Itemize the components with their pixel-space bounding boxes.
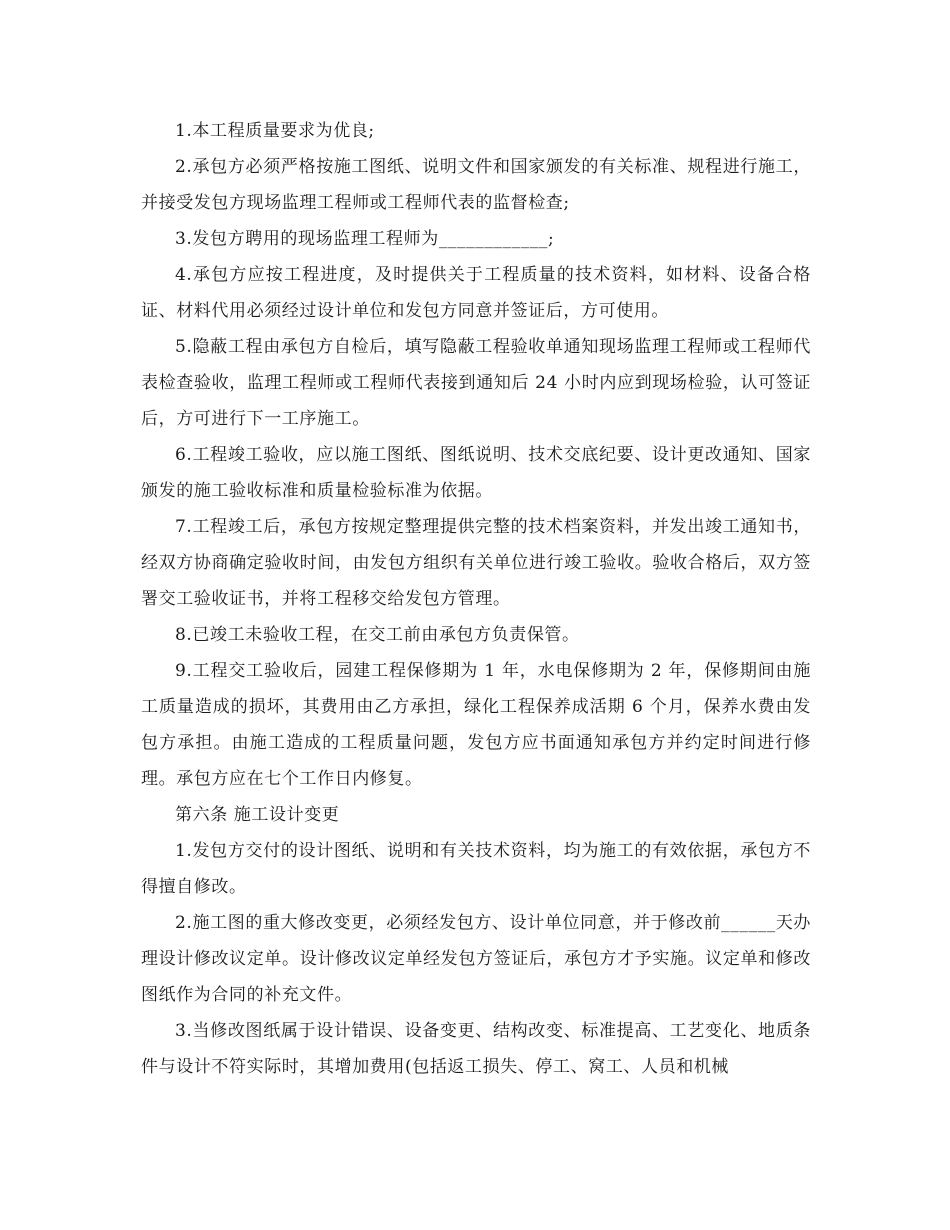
quality-clause-2: 2.承包方必须严格按施工图纸、说明文件和国家颁发的有关标准、规程进行施工，并接受发包方现场监理工程师或工程师代表的监督检查; bbox=[141, 157, 811, 213]
design-change-clause-3: 3.当修改图纸属于设计错误、设备变更、结构改变、标准提高、工艺变化、地质条件与设计不符实际时，其增加费用(包括返工损失、停工、窝工、人员和机械 bbox=[141, 1021, 811, 1077]
quality-clause-1: 1.本工程质量要求为优良; bbox=[175, 121, 375, 141]
quality-clause-9: 9.工程交工验收后，园建工程保修期为 1 年，水电保修期为 2 年，保修期间由施工质量造成的损坏，其费用由乙方承担，绿化工程保养成活期 6 个月，保养水费由发包方承担。由施工造成的工程质量问题，发包方应书面通知承包方并约定时间进行修理。承包方应在七个工作日内修复。 bbox=[141, 661, 811, 789]
design-change-clause-2: 2.施工图的重大修改变更，必须经发包方、设计单位同意，并于修改前______天办理设计修改议定单。设计修改议定单经发包方签证后，承包方才予实施。议定单和修改图纸作为合同的补充文件。 bbox=[141, 913, 811, 1005]
quality-clause-7: 7.工程竣工后，承包方按规定整理提供完整的技术档案资料，并发出竣工通知书，经双方协商确定验收时间，由发包方组织有关单位进行竣工验收。验收合格后，双方签署交工验收证书，并将工程移交给发包方管理。 bbox=[141, 517, 811, 609]
quality-clause-4: 4.承包方应按工程进度，及时提供关于工程质量的技术资料，如材料、设备合格证、材料代用必须经过设计单位和发包方同意并签证后，方可使用。 bbox=[141, 265, 811, 321]
quality-clause-8: 8.已竣工未验收工程，在交工前由承包方负责保管。 bbox=[175, 625, 580, 645]
section-heading: 第六条 施工设计变更 bbox=[175, 805, 340, 825]
quality-clause-5: 5.隐蔽工程由承包方自检后，填写隐蔽工程验收单通知现场监理工程师或工程师代表检查验收，监理工程师或工程师代表接到通知后 24 小时内应到现场检验，认可签证后，方可进行下一工序施工。 bbox=[141, 337, 811, 429]
document-body bbox=[141, 113, 811, 1085]
quality-clause-3: 3.发包方聘用的现场监理工程师为____________; bbox=[175, 229, 555, 249]
quality-clause-6: 6.工程竣工验收，应以施工图纸、图纸说明、技术交底纪要、设计更改通知、国家颁发的施工验收标准和质量检验标准为依据。 bbox=[141, 445, 811, 501]
design-change-clause-1: 1.发包方交付的设计图纸、说明和有关技术资料，均为施工的有效依据，承包方不得擅自修改。 bbox=[141, 841, 811, 897]
